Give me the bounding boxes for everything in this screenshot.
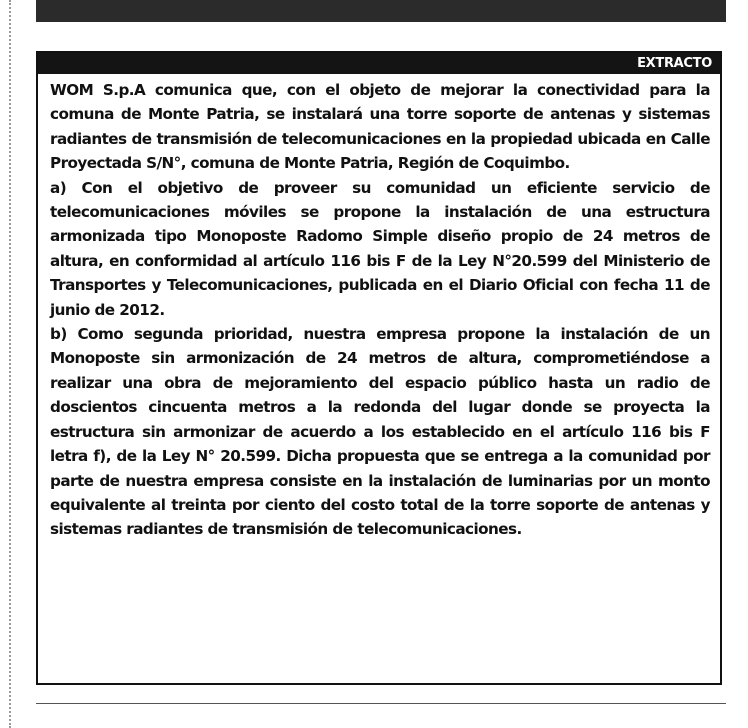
notice-paragraph-b: b) Como segunda prioridad, nuestra empresa propone la instalación de un Monoposte sin armonización de 24 metros de altura, comprometiéndose a realizar una obra de mejoramiento del espacio público hasta un radio de doscientos cincuenta metros a la redonda del lugar donde se proyecta la estructura sin armonizar de acuerdo a los establecido en el artículo 116 bis F letra f), de la Ley N° 20.599. Dicha propuesta que se entrega a la comunidad por parte de nuestra empresa consiste en la instalación de luminarias por un monto equivalente al treinta por ciento del costo total de la torre soporte de antenas y sistemas radiantes de transmisión de telecomunicaciones. (50, 325, 710, 539)
notice-box (36, 51, 722, 685)
notice-header: EXTRACTO (38, 53, 720, 74)
notice-paragraph-a: a) Con el objetivo de proveer su comunidad un eficiente servicio de telecomunicaciones móviles se propone la instalación de una estructura armonizada tipo Monoposte Radomo Simple diseño propio de 24 metros de altura, en conformidad al artículo 116 bis F de la Ley N°20.599 del Ministerio de Transportes y Telecomunicaciones, publicada en el Diario Oficial con fecha 11 de junio de 2012. (50, 178, 710, 319)
previous-block-bar (36, 0, 726, 22)
notice-body (38, 74, 720, 542)
bottom-divider (36, 703, 726, 704)
column-divider (9, 0, 11, 728)
notice-paragraph-intro: WOM S.p.A comunica que, con el objeto de mejorar la conectividad para la comuna de Monte Patria, se instalará una torre soporte de antenas y sistemas radiantes de transmisión de telecomunicaciones en la propiedad ubicada en Calle Proyectada S/N°, comuna de Monte Patria, Región de Coquimbo. (50, 81, 710, 173)
